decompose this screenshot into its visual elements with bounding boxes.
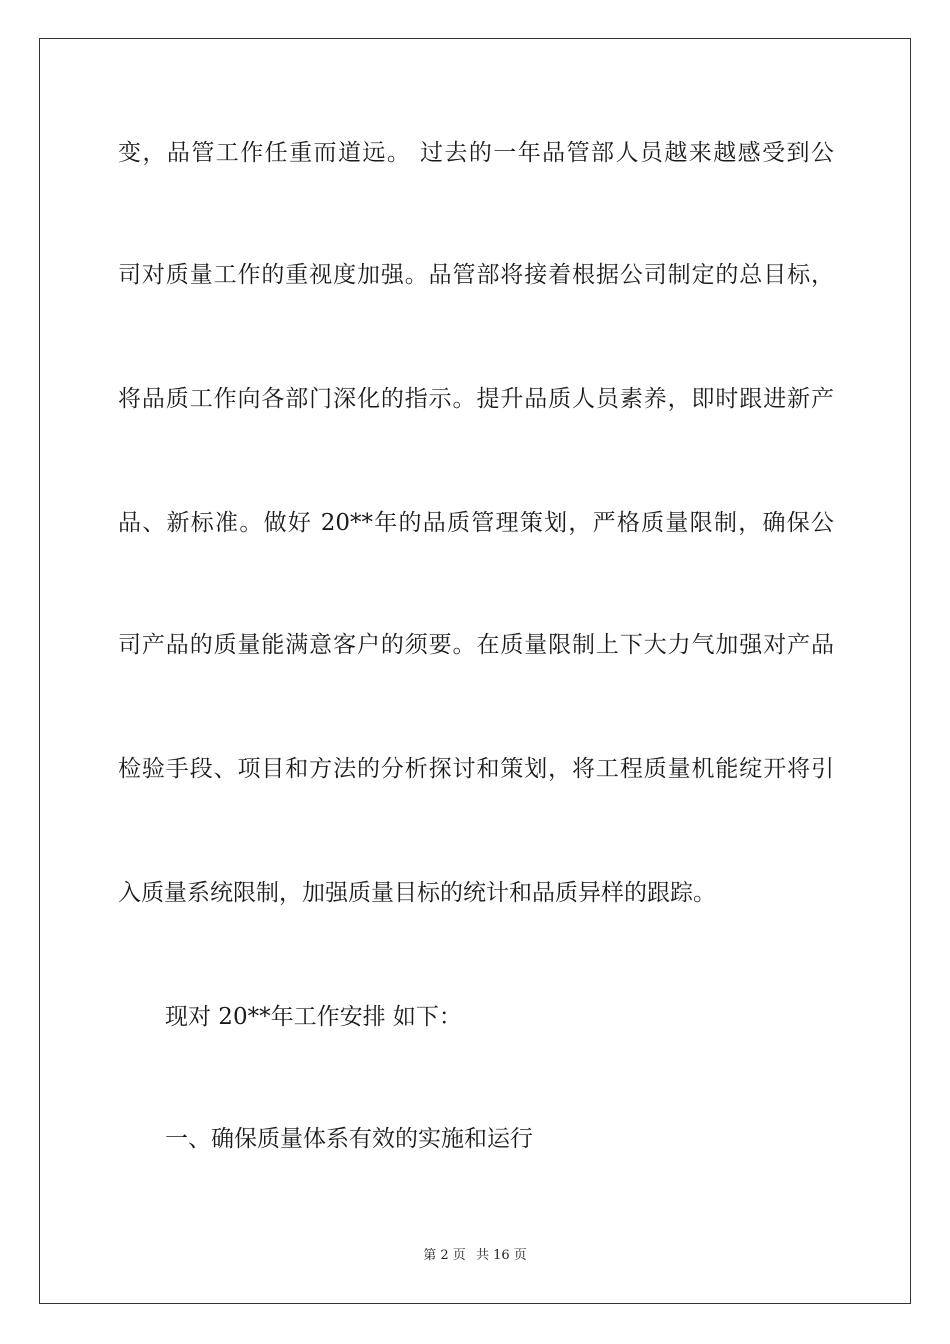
body-line-3: 将品质工作向各部门深化的指示。提升品质人员素养，即时跟进新产 <box>118 386 834 412</box>
body-line-7: 入质量系统限制，加强质量目标的统计和品质异样的跟踪。 <box>118 880 716 906</box>
total-pages: 共 16 页 <box>475 1248 527 1263</box>
body-line-5: 司产品的质量能满意客户的须要。在质量限制上下大力气加强对产品 <box>118 632 834 658</box>
section-heading: 一、确保质量体系有效的实施和运行 <box>165 1126 533 1152</box>
body-line-2: 司对质量工作的重视度加强。品管部将接着根据公司制定的总目标， <box>118 262 834 288</box>
page-border <box>39 38 911 1304</box>
page-footer <box>0 1247 950 1265</box>
body-line-6: 检验手段、项目和方法的分析探讨和策划，将工程质量机能绽开将引 <box>118 756 834 782</box>
page-number: 第 2 页 <box>423 1248 466 1263</box>
body-line-1: 变，品管工作任重而道远。 过去的一年品管部人员越来越感受到公 <box>118 140 834 166</box>
body-line-4: 品、新标准。做好 20**年的品质管理策划，严格质量限制，确保公 <box>118 510 834 536</box>
intro-paragraph: 现对 20**年工作安排 如下： <box>165 1004 462 1030</box>
